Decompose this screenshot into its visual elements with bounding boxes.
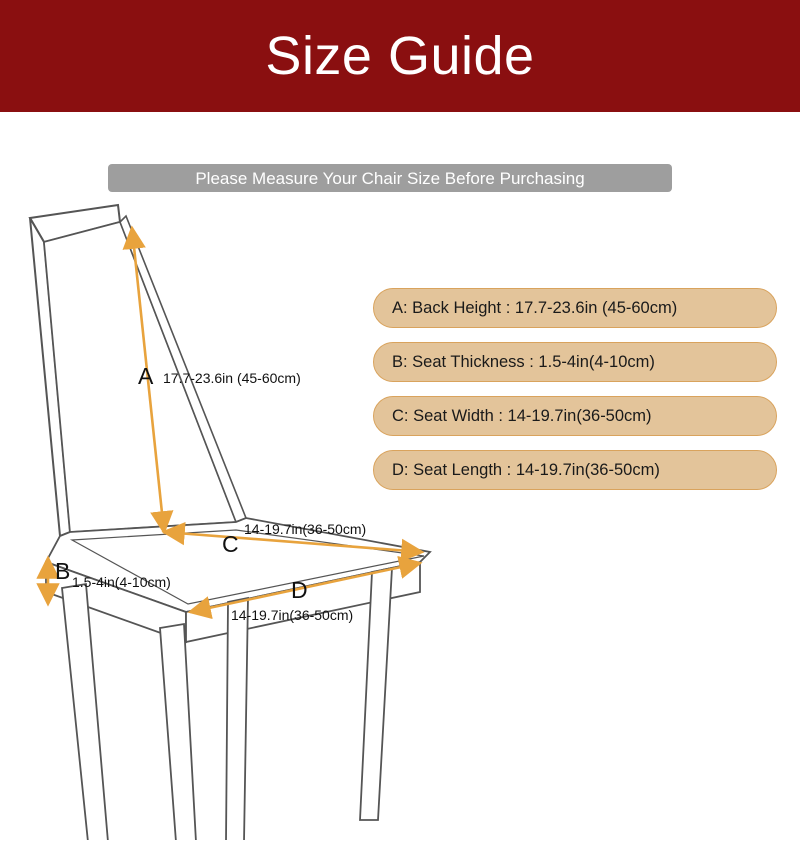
label-d-letter: D <box>291 577 308 603</box>
subtitle-text: Please Measure Your Chair Size Before Purchasing <box>195 168 585 188</box>
legend-item-label: D: Seat Length : 14-19.7in(36-50cm) <box>392 460 660 479</box>
page-title: Size Guide <box>265 26 535 86</box>
legend-item-label: B: Seat Thickness : 1.5-4in(4-10cm) <box>392 352 655 371</box>
label-a-value: 17.7-23.6in (45-60cm) <box>163 370 301 386</box>
chair-diagram <box>0 180 800 840</box>
label-b-value: 1.5-4in(4-10cm) <box>72 574 171 590</box>
legend-item-seat-width <box>373 396 777 436</box>
leg-front-center <box>160 624 196 840</box>
legend-item-label: A: Back Height : 17.7-23.6in (45-60cm) <box>392 298 678 317</box>
label-d-value: 14-19.7in(36-50cm) <box>231 607 354 623</box>
leg-back-right <box>360 568 392 820</box>
label-c-value: 14-19.7in(36-50cm) <box>244 521 367 537</box>
label-c-letter: C <box>222 531 239 557</box>
label-a-letter: A <box>138 363 154 389</box>
legend-item-seat-thickness <box>373 342 777 382</box>
legend-item-back-height <box>373 288 777 328</box>
legend-item-seat-length <box>373 450 777 490</box>
legend-item-label: C: Seat Width : 14-19.7in(36-50cm) <box>392 406 652 425</box>
measurement-legend <box>373 288 777 490</box>
leg-front-left <box>62 584 108 840</box>
label-b-letter: B <box>55 558 71 584</box>
leg-back-center <box>226 598 248 840</box>
header-banner <box>0 0 800 112</box>
